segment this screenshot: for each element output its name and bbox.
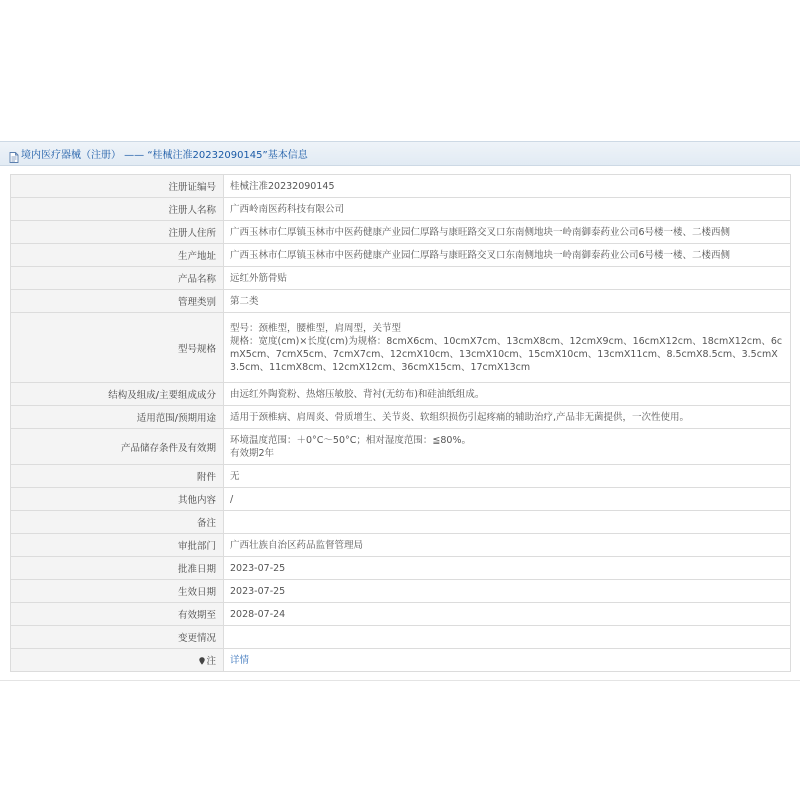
note-label: 注	[206, 656, 216, 667]
row-value: 第二类	[224, 290, 791, 313]
document-icon	[9, 148, 19, 159]
row-value: 桂械注准20232090145	[224, 175, 791, 198]
row-value: 广西壮族自治区药品监督管理局	[224, 534, 791, 557]
pin-icon	[199, 657, 205, 665]
table-row	[11, 290, 791, 313]
table-row	[11, 557, 791, 580]
table-row	[11, 221, 791, 244]
table-row	[11, 511, 791, 534]
row-value: 2028-07-24	[224, 603, 791, 626]
table-row	[11, 198, 791, 221]
row-label: 有效期至	[11, 603, 224, 626]
row-label: 变更情况	[11, 626, 224, 649]
row-value: 远红外筋骨贴	[224, 267, 791, 290]
row-value: 2023-07-25	[224, 557, 791, 580]
row-value: 广西玉林市仁厚镇玉林市中医药健康产业园仁厚路与康旺路交叉口东南侧地块一岭南御泰药业公司6号楼一楼、二楼西侧	[224, 244, 791, 267]
detail-table	[10, 174, 791, 672]
row-label: 生产地址	[11, 244, 224, 267]
model-types: 型号：颈椎型，腰椎型，肩周型，关节型	[230, 322, 402, 334]
table-row	[11, 534, 791, 557]
row-value: 广西玉林市仁厚镇玉林市中医药健康产业园仁厚路与康旺路交叉口东南侧地块一岭南御泰药业公司6号楼一楼、二楼西侧	[224, 221, 791, 244]
table-row	[11, 580, 791, 603]
row-label: 适用范围/预期用途	[11, 406, 224, 429]
table-row	[11, 649, 791, 672]
row-label: 结构及组成/主要组成成分	[11, 383, 224, 406]
row-label: 其他内容	[11, 488, 224, 511]
table-row	[11, 429, 791, 465]
table-row	[11, 465, 791, 488]
table-row	[11, 244, 791, 267]
row-label: 附件	[11, 465, 224, 488]
row-label: 注册人名称	[11, 198, 224, 221]
row-value	[224, 313, 791, 383]
row-label: 型号规格	[11, 313, 224, 383]
row-label: 产品储存条件及有效期	[11, 429, 224, 465]
table-row	[11, 383, 791, 406]
divider	[0, 680, 800, 681]
row-value	[224, 626, 791, 649]
row-value: 广西岭南医药科技有限公司	[224, 198, 791, 221]
row-label: 产品名称	[11, 267, 224, 290]
row-label	[11, 649, 224, 672]
row-value	[224, 649, 791, 672]
table-row	[11, 488, 791, 511]
table-row	[11, 267, 791, 290]
table-row	[11, 406, 791, 429]
table-row	[11, 313, 791, 383]
table-row	[11, 626, 791, 649]
shelf-life: 有效期2年	[230, 447, 275, 459]
details-link[interactable]: 详情	[230, 654, 250, 666]
row-label: 注册证编号	[11, 175, 224, 198]
row-label: 注册人住所	[11, 221, 224, 244]
row-value: 2023-07-25	[224, 580, 791, 603]
row-label: 管理类别	[11, 290, 224, 313]
section-header	[0, 141, 800, 166]
row-value	[224, 429, 791, 465]
row-label: 批准日期	[11, 557, 224, 580]
row-value: 无	[224, 465, 791, 488]
storage-conditions: 环境温度范围：＋0°C～50°C；相对湿度范围：≦80%。	[230, 434, 471, 446]
table-row	[11, 175, 791, 198]
table-row	[11, 603, 791, 626]
row-value: 由远红外陶瓷粉、热熔压敏胶、背衬(无纺布)和硅油纸组成。	[224, 383, 791, 406]
specifications: 规格：宽度(cm)×长度(cm)为规格：8cmX6cm、10cmX7cm、13cmX8cm、12cmX9cm、16cmX12cm、18cmX12cm、6cmX5cm、7cmX5cm、7cmX7cm、12cmX10cm、13cmX10cm、15cmX10cm、13cmX11cm、8.5cmX8.5cm、3.5cmX3.5cm、11cmX8cm、12cmX12cm、36cmX15cm、17cmX13cm	[230, 335, 783, 373]
row-value	[224, 511, 791, 534]
row-label: 备注	[11, 511, 224, 534]
row-label: 生效日期	[11, 580, 224, 603]
page-title: 境内医疗器械（注册） —— “桂械注准20232090145”基本信息	[21, 150, 308, 161]
row-value: /	[224, 488, 791, 511]
row-label: 审批部门	[11, 534, 224, 557]
row-value: 适用于颈椎病、肩周炎、骨质增生、关节炎、软组织损伤引起疼痛的辅助治疗,产品非无菌提供，一次性使用。	[224, 406, 791, 429]
